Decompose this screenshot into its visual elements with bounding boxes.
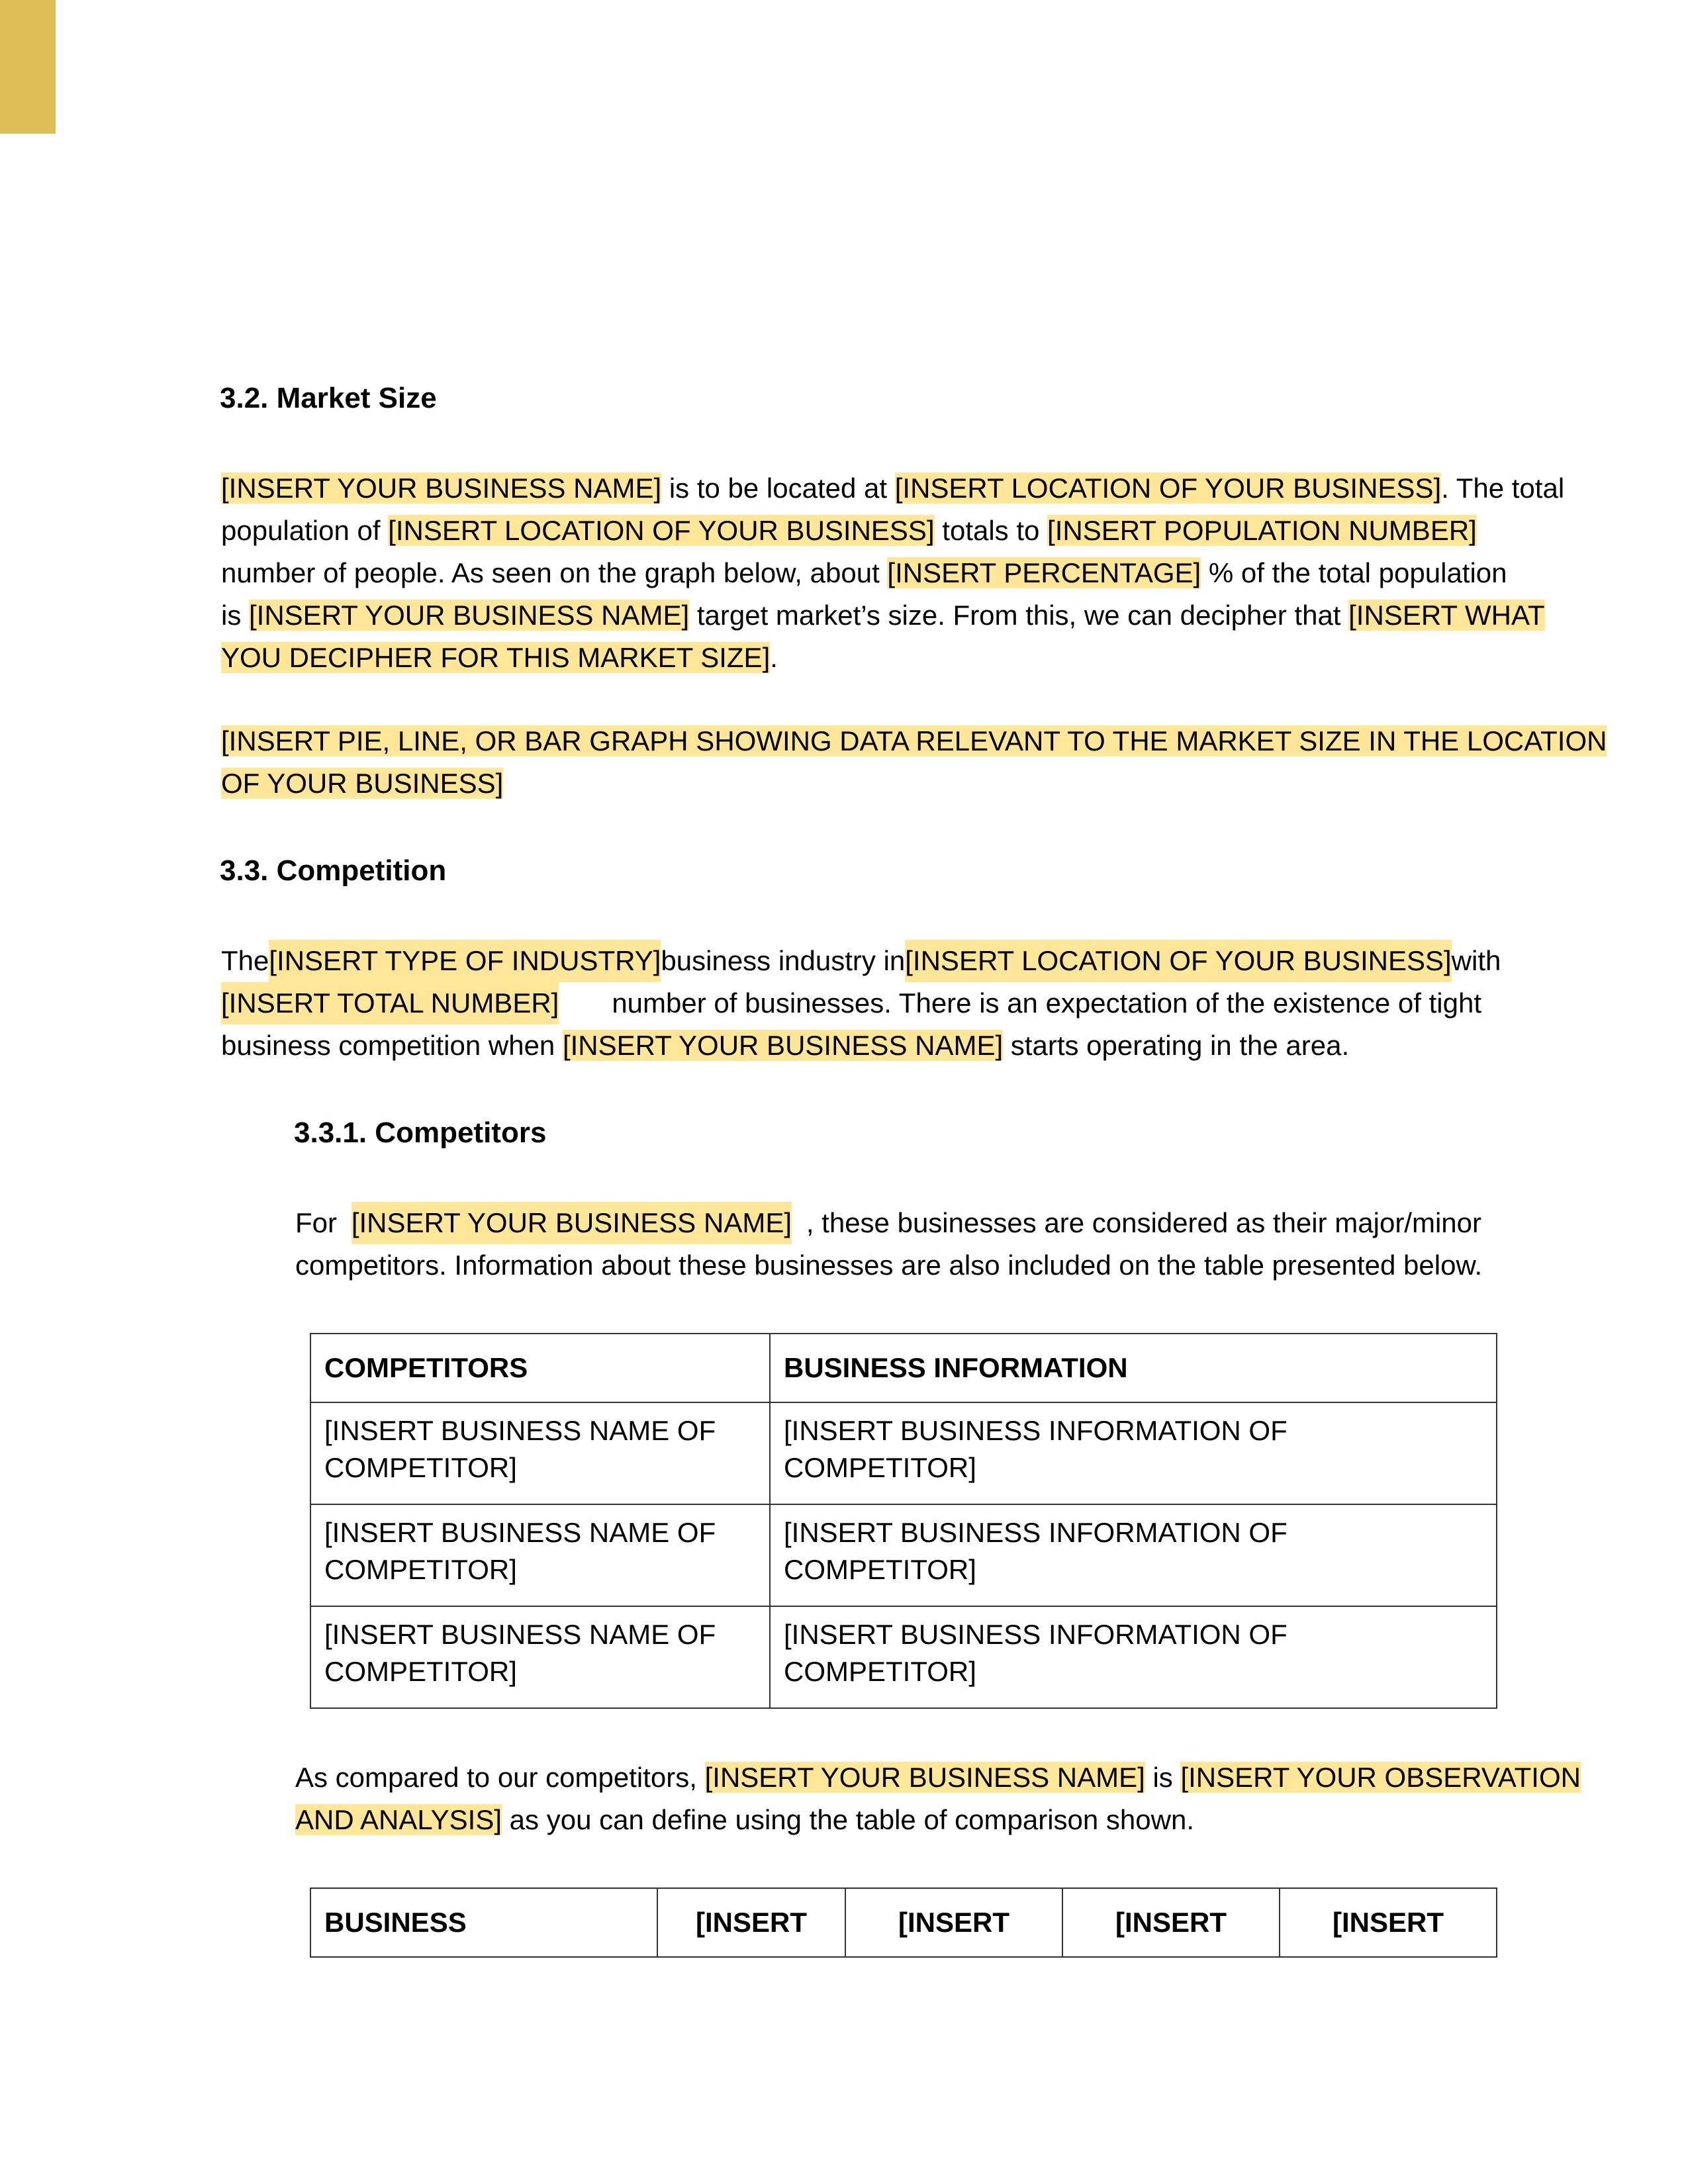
table-cell-competitor-name: [INSERT BUSINESS NAME OF COMPETITOR]: [310, 1606, 770, 1708]
paragraph-line: [221, 552, 1507, 594]
text-run: is to be located at: [661, 473, 895, 504]
table-cell-business-info: [INSERT BUSINESS INFORMATION OF COMPETITOR]: [770, 1606, 1497, 1708]
placeholder-business-name: [INSERT YOUR BUSINESS NAME]: [221, 473, 662, 504]
placeholder-location: [INSERT LOCATION OF YOUR BUSINESS]: [388, 515, 935, 546]
table-header-cell: [INSERT: [1280, 1888, 1497, 1957]
competition-paragraph: [221, 940, 1501, 1067]
text-run: The: [221, 945, 269, 976]
table-header-row: [310, 1334, 1497, 1402]
table-cell-business-info: [INSERT BUSINESS INFORMATION OF COMPETITOR]: [770, 1402, 1497, 1504]
placeholder-observation: [INSERT YOUR OBSERVATION: [1180, 1762, 1581, 1793]
section-heading-competitors: 3.3.1. Competitors: [294, 1116, 547, 1149]
table-header-row: [310, 1888, 1497, 1957]
text-run: is: [1145, 1762, 1181, 1793]
text-run: is: [221, 600, 249, 631]
table-cell-business-info: [INSERT BUSINESS INFORMATION OF COMPETITOR]: [770, 1504, 1497, 1606]
paragraph-line: [221, 637, 1472, 679]
section-heading-competition: 3.3. Competition: [220, 854, 447, 887]
placeholder-location: [INSERT LOCATION OF YOUR BUSINESS]: [894, 473, 1442, 504]
paragraph-line: [221, 594, 1545, 637]
placeholder-business-name: [INSERT YOUR BUSINESS NAME]: [562, 1030, 1004, 1061]
paragraph-line: [221, 982, 1481, 1024]
placeholder-population: [INSERT POPULATION NUMBER]: [1047, 515, 1477, 546]
table-row: [310, 1606, 1497, 1708]
placeholder-decipher: [INSERT WHAT: [1348, 600, 1545, 631]
table-header-cell: [INSERT: [657, 1888, 845, 1957]
table-header-cell: BUSINESS INFORMATION: [770, 1334, 1497, 1402]
competitors-table: [310, 1333, 1497, 1709]
text-run: starts operating in the area.: [1003, 1030, 1350, 1061]
text-run: totals to: [934, 515, 1048, 546]
table-cell-competitor-name: [INSERT BUSINESS NAME OF COMPETITOR]: [310, 1504, 770, 1606]
paragraph-line: [221, 467, 1565, 510]
table-cell-competitor-name: [INSERT BUSINESS NAME OF COMPETITOR]: [310, 1402, 770, 1504]
table-header-cell: COMPETITORS: [310, 1334, 770, 1402]
text-run: .: [770, 642, 778, 673]
paragraph-line: [295, 1202, 1481, 1244]
text-run: number of businesses. There is an expectation of the existence of tight: [612, 987, 1481, 1019]
paragraph-line: [295, 1244, 1481, 1287]
placeholder-graph: OF YOUR BUSINESS]: [221, 768, 504, 799]
table-header-cell: [INSERT: [1062, 1888, 1280, 1957]
placeholder-total-number: [INSERT TOTAL NUMBER]: [221, 982, 559, 1024]
table-row: [310, 1402, 1497, 1504]
paragraph-line: [295, 1756, 1581, 1799]
paragraph-line: [221, 762, 1472, 805]
paragraph-line: [295, 1799, 1481, 1841]
paragraph-line: [221, 510, 1477, 552]
table-header-cell: BUSINESS: [310, 1888, 657, 1957]
placeholder-observation: AND ANALYSIS]: [295, 1804, 502, 1835]
placeholder-graph: [INSERT PIE, LINE, OR BAR GRAPH SHOWING DATA RELEVANT TO THE MARKET SIZE IN THE LOCATION: [221, 725, 1607, 756]
text-run: competitors. Information about these businesses are also included on the table presented below.: [295, 1250, 1483, 1281]
text-run: , these businesses are considered as their major/minor: [806, 1207, 1481, 1238]
paragraph-line: [221, 1024, 1481, 1067]
text-run: number of people. As seen on the graph below, about: [221, 557, 888, 588]
placeholder-location: [INSERT LOCATION OF YOUR BUSINESS]: [905, 940, 1451, 982]
text-run: As compared to our competitors,: [295, 1762, 705, 1793]
comparison-table: [310, 1888, 1497, 1958]
placeholder-business-name: [INSERT YOUR BUSINESS NAME]: [352, 1202, 792, 1244]
comparison-paragraph: [295, 1756, 1581, 1841]
text-run: population of: [221, 515, 389, 546]
text-run: business industry in: [661, 945, 906, 976]
placeholder-industry: [INSERT TYPE OF INDUSTRY]: [269, 940, 661, 982]
market-size-paragraph: [221, 467, 1565, 679]
text-run: with: [1451, 945, 1501, 976]
accent-bar: [0, 0, 56, 134]
text-run: as you can define using the table of comparison shown.: [502, 1804, 1194, 1835]
placeholder-business-name: [INSERT YOUR BUSINESS NAME]: [249, 600, 690, 631]
paragraph-line: [221, 720, 1607, 762]
placeholder-decipher: YOU DECIPHER FOR THIS MARKET SIZE]: [221, 642, 771, 673]
placeholder-percentage: [INSERT PERCENTAGE]: [887, 557, 1201, 588]
graph-placeholder-paragraph: [221, 720, 1607, 805]
table-header-cell: [INSERT: [845, 1888, 1062, 1957]
section-heading-market-size: 3.2. Market Size: [220, 382, 437, 414]
competitors-paragraph: [295, 1202, 1481, 1287]
table-row: [310, 1504, 1497, 1606]
text-run: % of the total population: [1201, 557, 1507, 588]
text-run: For: [295, 1207, 337, 1238]
paragraph-line: [221, 940, 1501, 982]
placeholder-business-name: [INSERT YOUR BUSINESS NAME]: [704, 1762, 1145, 1793]
text-run: business competition when: [221, 1030, 563, 1061]
text-run: target market’s size. From this, we can decipher that: [689, 600, 1349, 631]
text-run: . The total: [1441, 473, 1565, 504]
